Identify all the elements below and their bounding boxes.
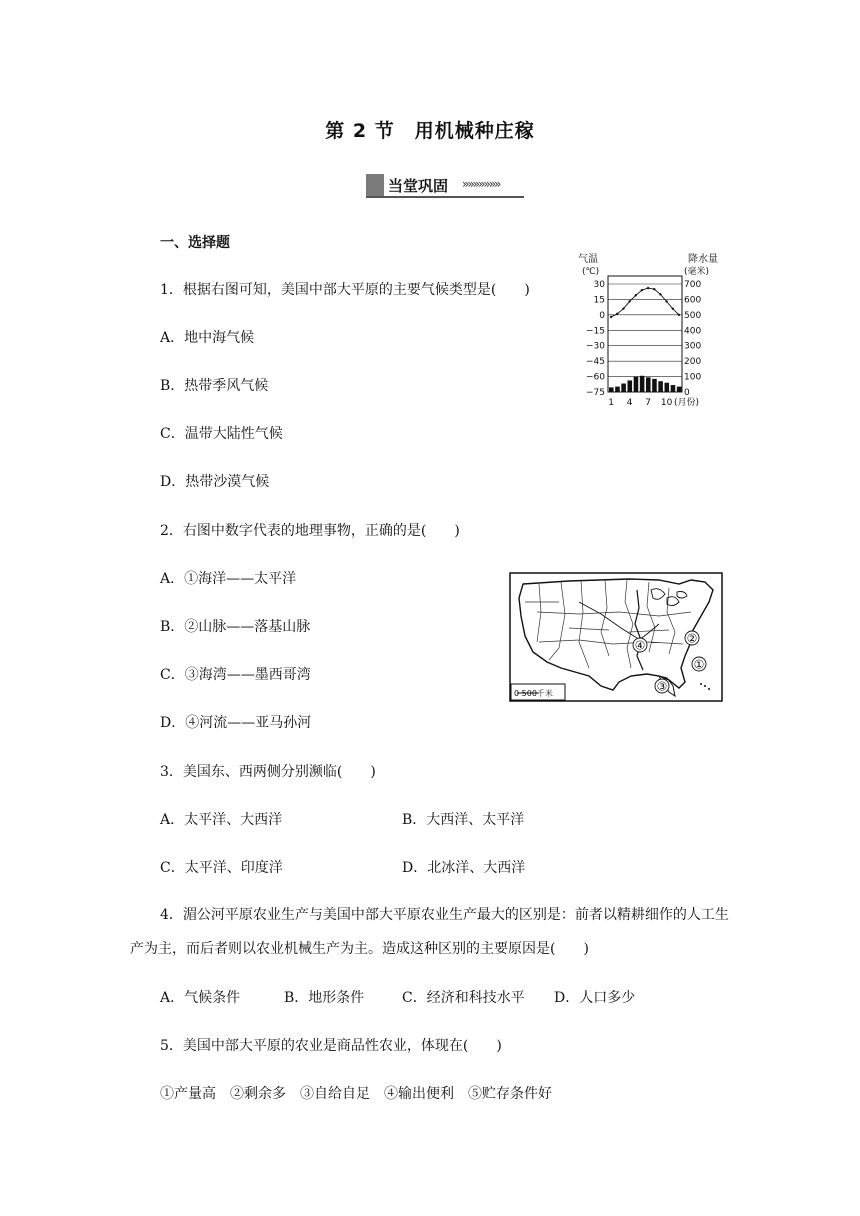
precip-bar — [677, 387, 682, 392]
month-tick-label: 10 — [660, 398, 673, 408]
q4-stem: 4．湄公河平原农业生产与美国中部大平原农业生产最大的区别是：前者以精耕细作的人工生产为主，而后者则以农业机械生产为主。造成这种区别的主要原因是( ) — [130, 907, 729, 957]
us-map — [509, 572, 723, 702]
q5-stem: 5．美国中部大平原的农业是商品性农业，体现在( ) — [160, 1038, 502, 1054]
precip-bar — [615, 387, 620, 392]
temperature-point — [647, 287, 649, 289]
q3-option-d: D．北冰洋、大西洋 — [402, 860, 526, 876]
q1-stem: 1．根据右图可知，美国中部大平原的主要气候类型是( ) — [160, 282, 530, 298]
precip-bar — [665, 383, 670, 392]
temperature-point — [659, 293, 661, 295]
temp-tick-label: −45 — [586, 357, 605, 368]
temperature-point — [653, 288, 655, 290]
temperature-point — [665, 300, 667, 302]
precip-bar — [640, 376, 645, 392]
precip-tick-label: 300 — [684, 341, 702, 352]
map-scale: 0 500千米 — [514, 689, 553, 698]
q5-statements: ①产量高 ②剩余多 ③自给自足 ④输出便利 ⑤贮存条件好 — [160, 1086, 552, 1102]
q3-option-a: A．太平洋、大西洋 — [160, 812, 283, 828]
temperature-point — [622, 307, 624, 309]
temperature-point — [641, 289, 643, 291]
precip-bar — [652, 379, 657, 392]
q3-option-c: C．太平洋、印度洋 — [160, 860, 283, 876]
q4-option-a: A．气候条件 — [160, 990, 241, 1006]
precip-tick-label: 500 — [684, 310, 702, 321]
q2-option-d: D．④河流——亚马孙河 — [160, 715, 312, 731]
plot-frame — [608, 276, 682, 392]
precip-bar — [658, 381, 663, 392]
precip-axis-label: 降水量 — [688, 254, 718, 265]
temp-tick-label: 15 — [593, 295, 605, 306]
q2-option-c: C．③海湾——墨西哥湾 — [160, 667, 311, 683]
banner-arrows: »»»»»»» — [462, 177, 500, 191]
temp-axis-label: 气温 — [578, 254, 598, 265]
q2-option-a: A．①海洋——太平洋 — [160, 571, 297, 587]
temperature-point — [628, 300, 630, 302]
q1-option-a: A．地中海气候 — [160, 330, 255, 346]
temp-axis-unit: (℃) — [582, 267, 600, 277]
precip-bar — [609, 387, 614, 392]
banner-underline — [366, 196, 524, 198]
precip-tick-label: 400 — [684, 326, 702, 337]
temperature-line — [611, 288, 679, 317]
temperature-point — [672, 307, 674, 309]
temp-tick-label: 0 — [599, 310, 605, 321]
banner-label: 当堂巩固 — [388, 177, 449, 195]
month-tick-label: 4 — [626, 398, 633, 408]
month-tick-label: 1 — [608, 398, 614, 408]
section-heading: 一、选择题 — [160, 235, 230, 251]
q2-option-b: B．②山脉——落基山脉 — [160, 619, 311, 635]
precip-bar — [621, 384, 626, 392]
temperature-point — [678, 314, 680, 316]
precip-bar — [628, 380, 633, 392]
temp-tick-label: 30 — [593, 280, 605, 290]
marker-4: ④ — [634, 638, 646, 653]
marker-2: ② — [686, 631, 698, 646]
marker-3: ③ — [656, 679, 668, 694]
precip-axis-unit: (毫米) — [684, 267, 710, 277]
temp-tick-label: −30 — [586, 341, 605, 352]
x-axis-unit: (月份) — [674, 398, 700, 408]
precip-bar — [646, 377, 651, 392]
temperature-point — [610, 316, 612, 318]
temp-tick-label: −60 — [586, 372, 605, 383]
q1-option-c: C．温带大陆性气候 — [160, 426, 283, 442]
precip-tick-label: 100 — [684, 372, 702, 383]
page-title: 第 2 节 用机械种庄稼 — [325, 120, 535, 142]
q4-option-d: D．人口多少 — [554, 990, 636, 1006]
precip-bar — [634, 377, 639, 392]
temp-tick-label: −75 — [586, 388, 605, 398]
q1-option-b: B．热带季风气候 — [160, 378, 269, 394]
temperature-point — [616, 313, 618, 315]
precip-tick-label: 0 — [684, 388, 690, 398]
precip-tick-label: 600 — [684, 295, 702, 306]
climate-chart — [576, 250, 746, 410]
section-banner — [366, 174, 524, 196]
precip-tick-label: 700 — [684, 280, 702, 290]
temperature-point — [635, 294, 637, 296]
banner-block-icon — [366, 174, 384, 196]
q3-stem: 3．美国东、西两侧分别濒临( ) — [160, 764, 376, 780]
q1-option-d: D．热带沙漠气候 — [160, 474, 270, 490]
marker-1: ① — [693, 657, 705, 672]
month-tick-label: 7 — [645, 398, 651, 408]
q3-option-b: B．大西洋、太平洋 — [402, 812, 525, 828]
precip-tick-label: 200 — [684, 357, 702, 368]
q2-stem: 2．右图中数字代表的地理事物，正确的是( ) — [160, 523, 460, 539]
temp-tick-label: −15 — [586, 326, 605, 337]
q4-option-c: C．经济和科技水平 — [402, 990, 525, 1006]
precip-bar — [671, 385, 676, 392]
q4-option-b: B．地形条件 — [284, 990, 365, 1006]
